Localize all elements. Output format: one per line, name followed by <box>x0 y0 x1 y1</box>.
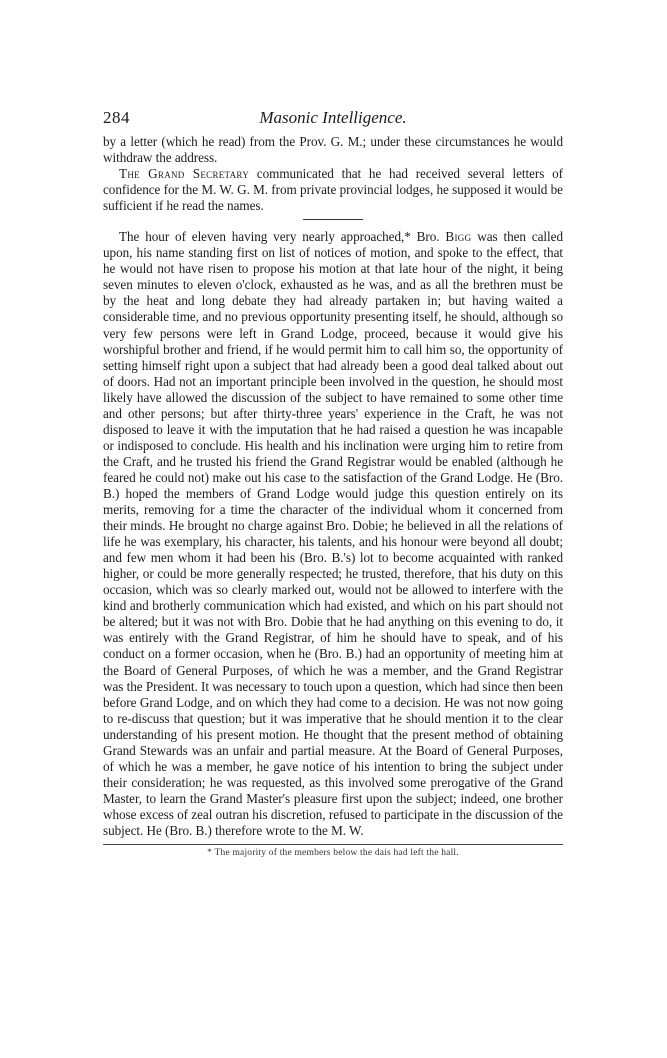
section-divider <box>303 219 363 220</box>
speaker-name: The Grand Secretary <box>119 166 250 182</box>
running-title: Masonic Intelligence. <box>259 108 407 127</box>
paragraph-bigg-motion <box>103 229 563 839</box>
speaker-name: Bigg <box>445 229 472 245</box>
footnote-divider <box>103 844 563 845</box>
body-text <box>103 134 563 839</box>
paragraph-text: was then called upon, his name standing first on list of notices of motion, and spoke to the effect, that he would not have risen to propose his motion at that late hour of the night, it being seven minutes to eleven o'clock, exhausted as he was, and as all the brethren must be by the heat and long debate they had already partaken in; but having waited a considerable time, and no previous opportunity presenting itself, he should, although so very few persons were left in Grand Lodge, proceed, because it would give his worshipful brother and friend, if he would permit him to call him so, the opportunity of setting himself right upon a subject that had already been a good deal talked about out of doors. Had not an important principle been involved in the question, he should most likely have allowed the discussion of the subject to have remained to some other time and other persons; but after thirty-three years' experience in the Craft, he was not disposed to leave it with the imputation that he had raised a question he was incapable or indisposed to conclude. His health and his inclination were urging him to retire from the Craft, and he trusted his friend the Grand Registrar would be enabled (although he feared he could not) make out his case to the satisfaction of the Grand Lodge. He (Bro. B.) hoped the members of Grand Lodge would judge this question entirely on its merits, removing for a time the character of the individual whom it concerned from their minds. He brought no charge against Bro. Dobie; he believed in all the relations of life he was exemplary, his character, his talents, and his honour were beyond all doubt; and few men whom it had been his (Bro. B.'s) lot to become acquainted with ranked higher, or could be more generally respected; he trusted, therefore, that his duty on this occasion, which was so clearly marked out, would not be allowed to interfere with the kind and brotherly communication which had existed, and which on his part should not be altered; but it was not with Bro. Dobie that he had anything on this evening to do, it was entirely with the Grand Registrar, of him he should have to speak, and of his conduct on a former occasion, when he (Bro. B.) had an opportunity of meeting him at the Board of General Purposes, of which he was a member, and the Grand Registrar was the President. It was necessary to touch upon a question, which had since then been before Grand Lodge, and on which they had come to a decision. He was not now going to re-discuss that question; but it was imperative that he should mention it to the clear understanding of his present motion. He thought that the present method of obtaining Grand Stewards was an unfair and partial measure. At the Board of General Purposes, of which he was a member, he gave notice of his intention to bring the subject under their consideration; he was requested, as this involved some prerogative of the Grand Master, to learn the Grand Master's pleasure first upon the subject; indeed, one brother whose excess of zeal outran his discretion, refused to participate in the discussion of the subject. He (Bro. B.) therefore wrote to the M. W. <box>103 229 563 838</box>
paragraph-continued: by a letter (which he read) from the Prov. G. M.; under these circumstances he would withdraw the address. <box>103 134 563 166</box>
paragraph-text: communicated that he had received several letters of confidence for the M. W. G. M. from private provincial lodges, he supposed it would be sufficient if he read the names. <box>103 166 563 214</box>
footnote: * The majority of the members below the dais had left the hall. <box>207 848 459 859</box>
paragraph-text: The hour of eleven having very nearly approached,* Bro. <box>119 229 446 245</box>
paragraph-grand-secretary <box>103 166 563 214</box>
page-number: 284 <box>103 108 130 127</box>
running-head <box>103 108 563 134</box>
book-page <box>103 108 563 858</box>
